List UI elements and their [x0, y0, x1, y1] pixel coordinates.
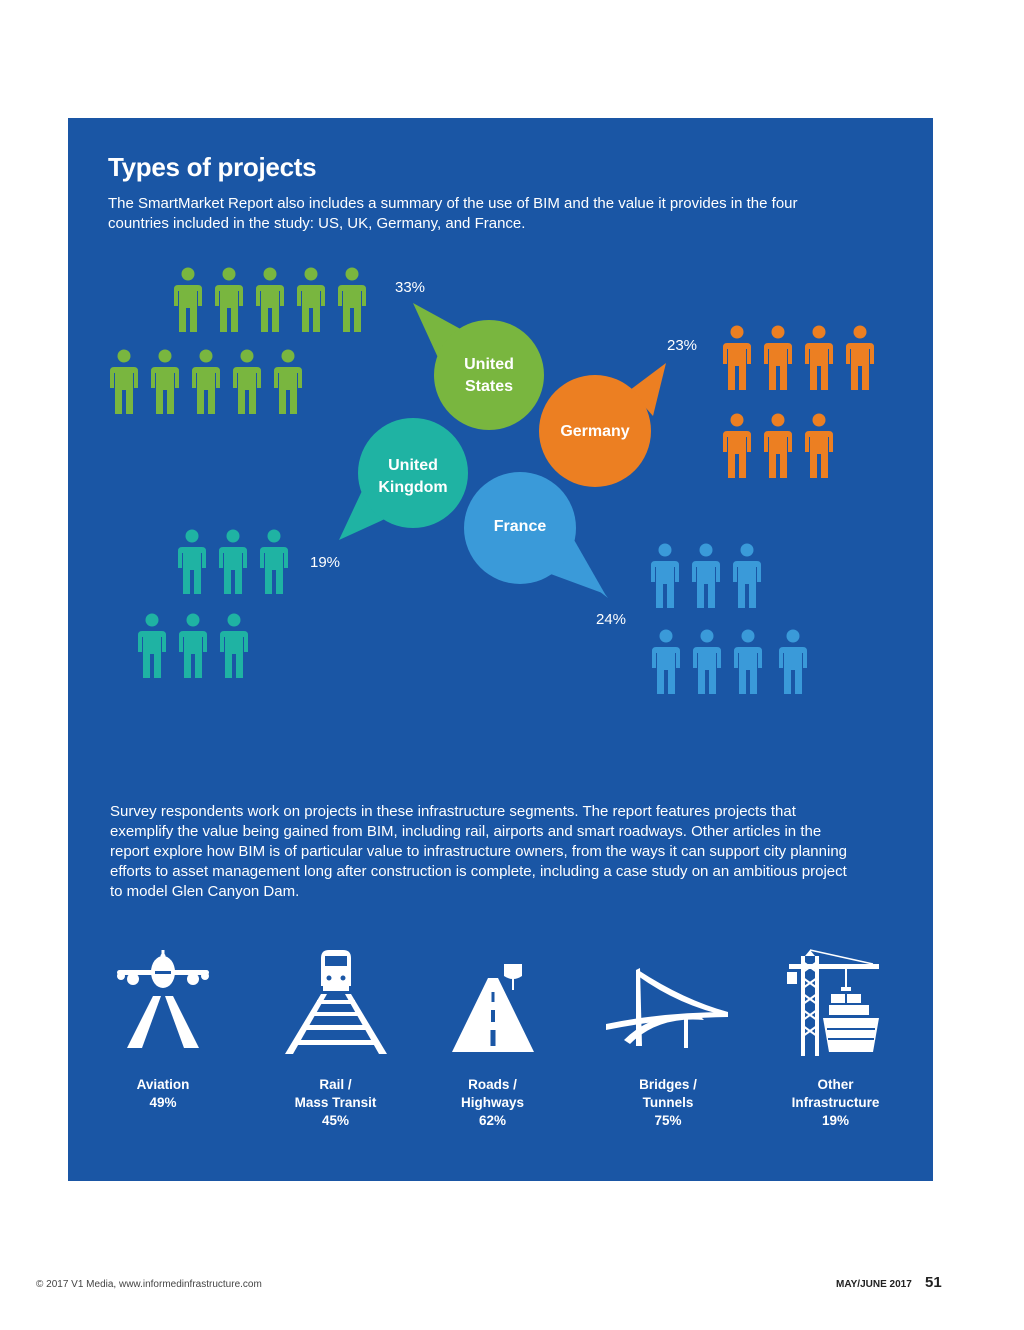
segment-rail-label-1: Rail / [319, 1077, 352, 1092]
segment-rail-value: 45% [321, 1113, 350, 1128]
germany-people-group [723, 326, 874, 479]
page-number: 51 [925, 1274, 942, 1291]
us-bubble-label-2: States [464, 378, 514, 395]
segment-bridges [593, 948, 743, 1130]
uk-people-group [138, 530, 288, 679]
us-bubble [413, 303, 544, 430]
segment-aviation-value: 49% [149, 1095, 177, 1110]
country-share-graphic [68, 118, 933, 758]
page-title: Types of projects [108, 152, 317, 182]
train-track-icon [277, 948, 395, 1060]
uk-bubble [339, 418, 468, 540]
segment-bridges-label-2: Tunnels [642, 1095, 694, 1110]
segment-bridges-value: 75% [654, 1113, 682, 1128]
bridge-icon [604, 948, 732, 1060]
uk-bubble-label-1: United [388, 457, 438, 474]
airplane-runway-icon [113, 948, 213, 1060]
segment-rail-label-2: Mass Transit [294, 1095, 377, 1110]
france-percentage: 24% [596, 611, 627, 628]
segment-aviation [108, 948, 218, 1112]
us-bubble-label-1: United [464, 356, 514, 373]
germany-bubble [539, 363, 666, 487]
segment-bridges-label-1: Bridges / [639, 1077, 697, 1092]
segment-roads [440, 948, 545, 1130]
us-people-group [110, 268, 366, 415]
segment-other-value: 19% [821, 1113, 850, 1128]
us-percentage: 33% [395, 279, 426, 296]
footer-copyright: © 2017 V1 Media, www.informedinfrastructure.com [36, 1279, 262, 1290]
uk-bubble-label-2: Kingdom [378, 479, 448, 496]
infographic-panel [68, 118, 933, 1181]
france-bubble-label: France [493, 518, 547, 535]
segments-paragraph: Survey respondents work on projects in these infrastructure segments. The report features projects that exemplify the value being gained from BIM, including rail, airports and smart roadways. Other articles in the report explore how BIM is of particular value to infrastructure owners, from the ways it can support city planning efforts to asset management long after construction is complete, including a case study on an ambitious project to model Glen Canyon Dam. [110, 803, 847, 900]
segment-rail [273, 948, 398, 1130]
road-highway-icon [448, 948, 538, 1060]
segment-roads-label-1: Roads / [468, 1077, 517, 1092]
segment-other-label-1: Other [817, 1077, 854, 1092]
segment-other-label-2: Infrastructure [791, 1095, 880, 1110]
segment-other [768, 948, 903, 1130]
france-bubble [464, 472, 608, 598]
segment-roads-label-2: Highways [460, 1095, 525, 1110]
germany-percentage: 23% [667, 337, 698, 354]
segment-roads-value: 62% [478, 1113, 507, 1128]
germany-bubble-label: Germany [560, 423, 630, 440]
footer-issue: MAY/JUNE 2017 [836, 1279, 912, 1290]
port-crane-icon [781, 948, 891, 1060]
segment-aviation-label: Aviation [136, 1077, 190, 1092]
intro-paragraph: The SmartMarket Report also includes a summary of the use of BIM and the value it provides in the four countries included in the study: US, UK, Germany, and France. [108, 195, 798, 232]
uk-percentage: 19% [310, 554, 341, 571]
france-people-group [651, 544, 807, 695]
